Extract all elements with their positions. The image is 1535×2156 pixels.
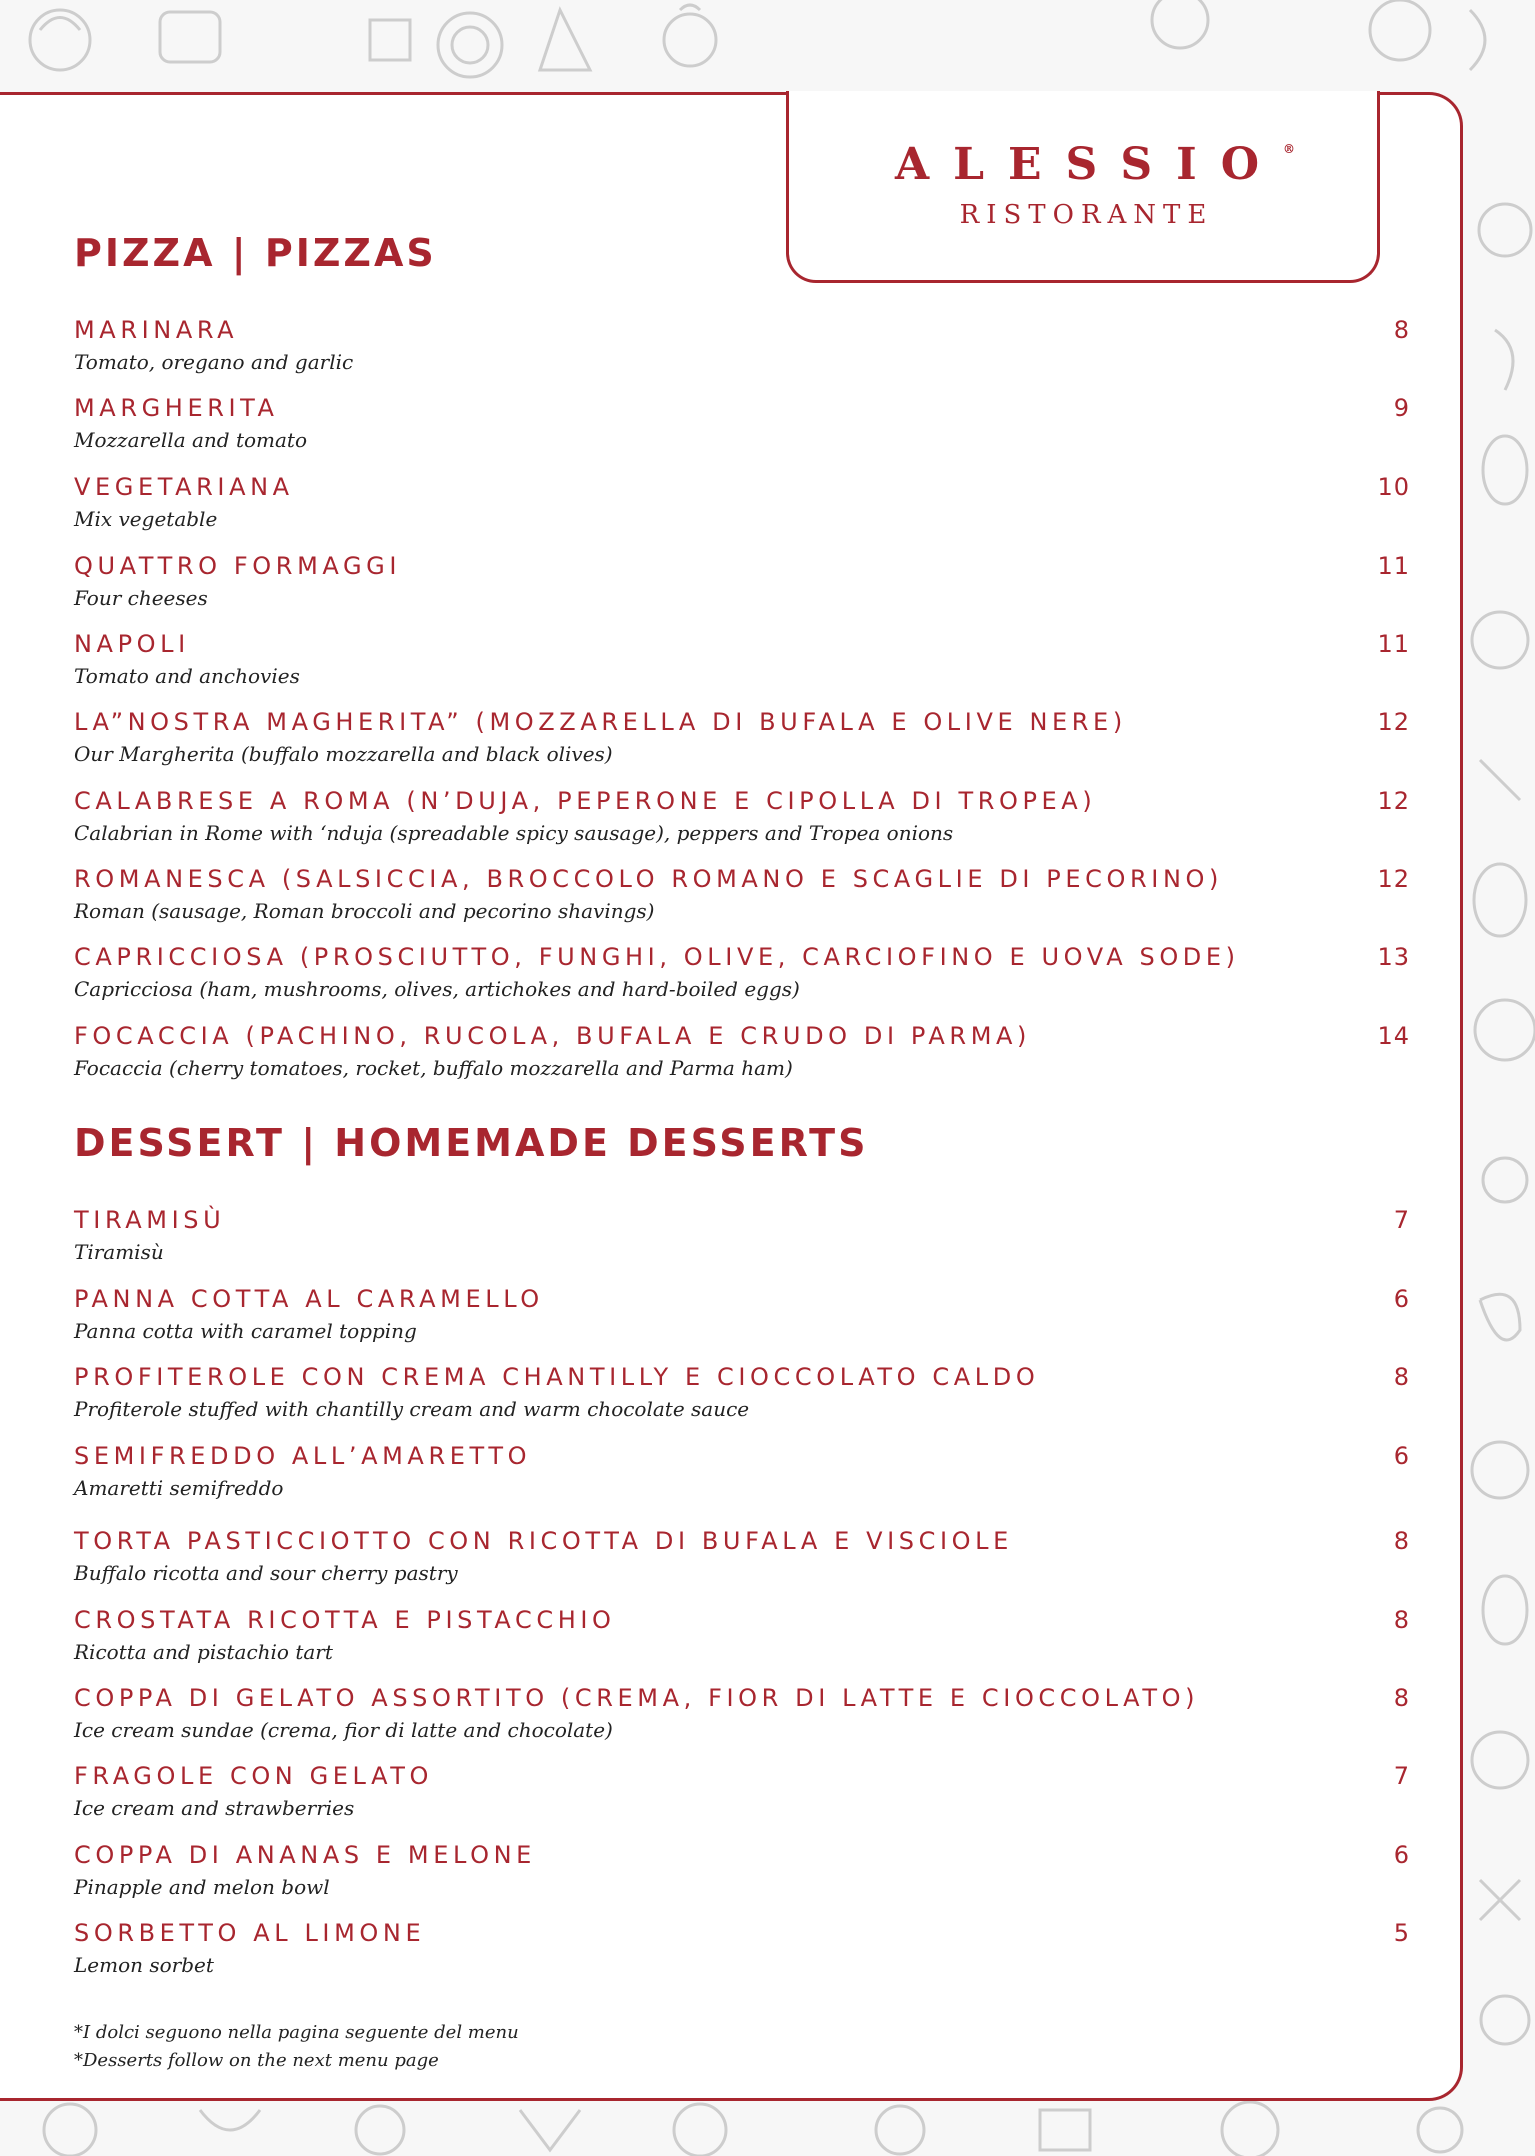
item-name: TIRAMISÙ (74, 1206, 226, 1234)
section-title-pizza: PIZZA | PIZZAS (74, 231, 437, 275)
item-price: 8 (1393, 1684, 1410, 1712)
item-name: QUATTRO FORMAGGI (74, 552, 402, 580)
item-price: 7 (1393, 1762, 1410, 1790)
menu-item (74, 1683, 1410, 1749)
item-name: NAPOLI (74, 630, 190, 658)
item-price: 5 (1393, 1919, 1410, 1947)
menu-item (74, 942, 1410, 1008)
item-name: SEMIFREDDO ALL’AMARETTO (74, 1442, 532, 1470)
item-price: 8 (1393, 1527, 1410, 1555)
item-description: Mozzarella and tomato (74, 428, 307, 452)
menu-item (74, 472, 1410, 538)
item-description: Roman (sausage, Roman broccoli and pecorino shavings) (74, 899, 655, 923)
item-description: Panna cotta with caramel topping (74, 1319, 417, 1343)
item-description: Calabrian in Rome with ‘nduja (spreadable spicy sausage), peppers and Tropea onions (74, 821, 954, 845)
item-name: COPPA DI GELATO ASSORTITO (CREMA, FIOR DI LATTE E CIOCCOLATO) (74, 1684, 1200, 1712)
item-description: Tomato and anchovies (74, 664, 300, 688)
item-price: 8 (1393, 316, 1410, 344)
menu-item (74, 1526, 1410, 1592)
item-name: VEGETARIANA (74, 473, 294, 501)
item-description: Our Margherita (buffalo mozzarella and black olives) (74, 742, 613, 766)
menu-item (74, 1205, 1410, 1271)
item-name: MARINARA (74, 316, 239, 344)
menu-item (74, 707, 1410, 773)
section-title-dessert: DESSERT | HOMEMADE DESSERTS (74, 1121, 869, 1165)
item-description: Tiramisù (74, 1240, 164, 1264)
brand-logo: ALESSIO® (894, 139, 1296, 190)
item-name: SORBETTO AL LIMONE (74, 1919, 426, 1947)
item-name: FRAGOLE CON GELATO (74, 1762, 433, 1790)
menu-card (0, 92, 1463, 2101)
item-price: 12 (1377, 787, 1410, 815)
item-name: CAPRICCIOSA (PROSCIUTTO, FUNGHI, OLIVE, CARCIOFINO E UOVA SODE) (74, 943, 1240, 971)
item-name: LA”NOSTRA MAGHERITA” (MOZZARELLA DI BUFALA E OLIVE NERE) (74, 708, 1127, 736)
menu-item (74, 1021, 1410, 1087)
item-price: 12 (1377, 865, 1410, 893)
menu-item (74, 551, 1410, 617)
menu-item (74, 393, 1410, 459)
item-description: Ice cream sundae (crema, fior di latte and chocolate) (74, 1718, 613, 1742)
menu-item (74, 1441, 1410, 1507)
menu-item (74, 315, 1410, 381)
item-name: MARGHERITA (74, 394, 279, 422)
item-price: 6 (1393, 1442, 1410, 1470)
item-price: 14 (1377, 1022, 1410, 1050)
item-name: PANNA COTTA AL CARAMELLO (74, 1285, 544, 1313)
footnote-italian: *I dolci seguono nella pagina seguente del menu (74, 2022, 519, 2043)
menu-item (74, 1605, 1410, 1671)
item-name: FOCACCIA (PACHINO, RUCOLA, BUFALA E CRUDO DI PARMA) (74, 1022, 1031, 1050)
item-description: Four cheeses (74, 586, 208, 610)
menu-item (74, 1918, 1410, 1984)
item-price: 9 (1393, 394, 1410, 422)
item-name: ROMANESCA (SALSICCIA, BROCCOLO ROMANO E SCAGLIE DI PECORINO) (74, 865, 1223, 893)
item-description: Pinapple and melon bowl (74, 1875, 330, 1899)
item-name: CALABRESE A ROMA (N’DUJA, PEPERONE E CIPOLLA DI TROPEA) (74, 787, 1097, 815)
item-price: 10 (1377, 473, 1410, 501)
item-price: 8 (1393, 1363, 1410, 1391)
menu-item (74, 1761, 1410, 1827)
menu-item (74, 629, 1410, 695)
menu-item (74, 864, 1410, 930)
item-name: TORTA PASTICCIOTTO CON RICOTTA DI BUFALA E VISCIOLE (74, 1527, 1013, 1555)
item-description: Focaccia (cherry tomatoes, rocket, buffalo mozzarella and Parma ham) (74, 1056, 793, 1080)
menu-item (74, 1840, 1410, 1906)
item-description: Buffalo ricotta and sour cherry pastry (74, 1561, 458, 1585)
item-name: PROFITEROLE CON CREMA CHANTILLY E CIOCCOLATO CALDO (74, 1363, 1040, 1391)
item-price: 11 (1377, 552, 1410, 580)
item-price: 8 (1393, 1606, 1410, 1634)
brand-subtitle: RISTORANTE (959, 200, 1214, 230)
menu-item (74, 786, 1410, 852)
item-description: Lemon sorbet (74, 1953, 214, 1977)
footnote-english: *Desserts follow on the next menu page (74, 2050, 439, 2071)
menu-item (74, 1284, 1410, 1350)
item-description: Ice cream and strawberries (74, 1796, 355, 1820)
item-price: 12 (1377, 708, 1410, 736)
item-description: Capricciosa (ham, mushrooms, olives, artichokes and hard-boiled eggs) (74, 977, 800, 1001)
item-description: Ricotta and pistachio tart (74, 1640, 333, 1664)
item-name: CROSTATA RICOTTA E PISTACCHIO (74, 1606, 616, 1634)
item-price: 6 (1393, 1841, 1410, 1869)
item-description: Mix vegetable (74, 507, 218, 531)
item-price: 13 (1377, 943, 1410, 971)
item-price: 6 (1393, 1285, 1410, 1313)
logo-tab (786, 91, 1380, 283)
item-name: COPPA DI ANANAS E MELONE (74, 1841, 536, 1869)
item-price: 11 (1377, 630, 1410, 658)
menu-item (74, 1362, 1410, 1428)
item-description: Profiterole stuffed with chantilly cream and warm chocolate sauce (74, 1397, 750, 1421)
item-description: Amaretti semifreddo (74, 1476, 284, 1500)
item-price: 7 (1393, 1206, 1410, 1234)
item-description: Tomato, oregano and garlic (74, 350, 354, 374)
